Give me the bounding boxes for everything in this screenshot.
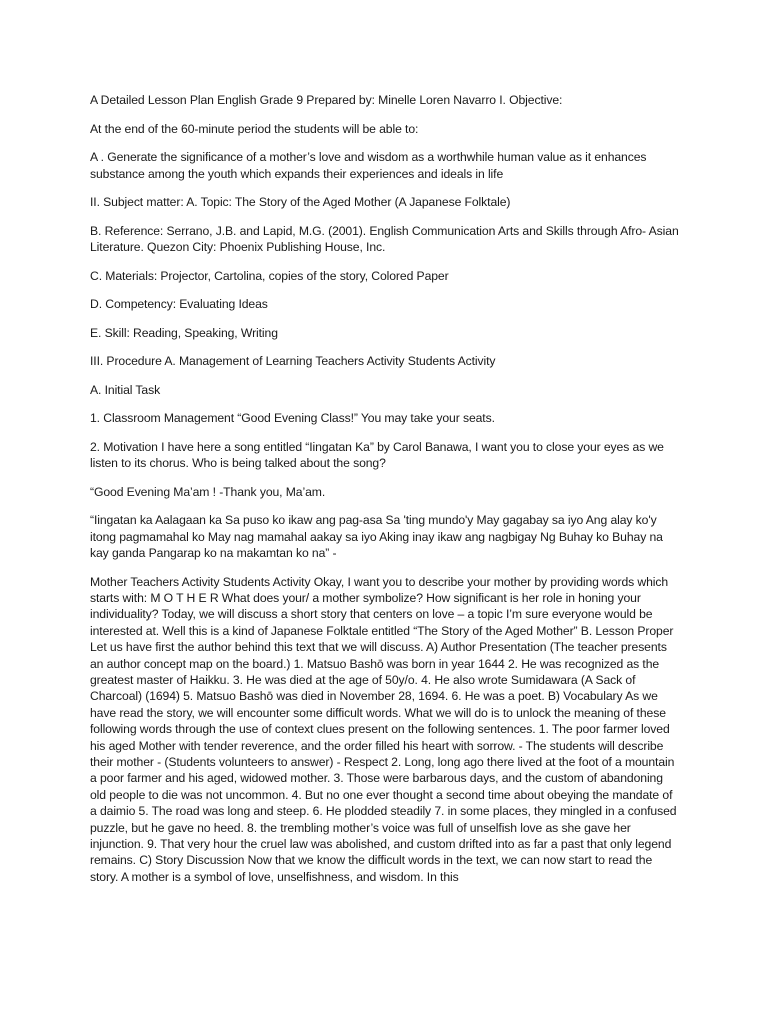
- motivation: 2. Motivation I have here a song entitled “Iingatan Ka” by Carol Banawa, I want you to close your eyes as we listen to its chorus. Who is being talked about the song?: [90, 439, 664, 470]
- student-greeting: “Good Evening Ma’am ! -Thank you, Ma’am.: [90, 484, 326, 499]
- competency: D. Competency: Evaluating Ideas: [90, 297, 268, 311]
- document-heading: A Detailed Lesson Plan English Grade 9 Prepared by: Minelle Loren Navarro I. Objective:: [90, 93, 563, 107]
- objective-a: A . Generate the significance of a mother’s love and wisdom as a worthwhile human value as it enhances substance among the youth which expands their experiences and ideals in life: [90, 150, 647, 181]
- song-lyrics: “Iingatan ka Aalagaan ka Sa puso ko ikaw ang pag-asa Sa 'ting mundo'y May gagabay sa iyo Ang alay ko'y itong pagmamahal ko May nag mamahal aakay sa iyo Aking inay ikaw ang nagbigay Ng Buhay ko Buhay na kay ganda Pangarap ko na makamtan ko na” -: [90, 513, 663, 560]
- classroom-management: 1. Classroom Management “Good Evening Class!” You may take your seats.: [90, 411, 495, 425]
- materials: C. Materials: Projector, Cartolina, copies of the story, Colored Paper: [90, 268, 449, 283]
- lesson-body-text: Mother Teachers Activity Students Activity Okay, I want you to describe your mother by providing words which starts with: M O T H E R What does your/ a mother symbolize? How significant is her role in honing your individuality? Today, we will discuss a short story that centers on love – a topic I’m sure everyone would be interested at. Well this is a kind of Japanese Folktale entitled “The Story of the Aged Mother” B. Lesson Proper Let us have first the author behind this text that we will discuss. A) Author Presentation (The teacher presents an author concept map on the board.) 1. Matsuo Bashō was born in year 1644 2. He was recognized as the greatest master of Haikku. 3. He was died at the age of 50y/o. 4. He also wrote Sumidawara (A Sack of Charcoal) (1694) 5. Matsuo Bashō was died in November 28, 1694. 6. He was a poet. B) Vocabulary As we have read the story, we will encounter some difficult words. What we will do is to unlock the meaning of these following words through the use of context clues present on the following sentences. 1. The poor farmer loved his aged Mother with tender reverence, and the order filled his heart with sorrow. - The students will describe their mother - (Students volunteers to answer) - Respect 2. Long, long ago there lived at the foot of a mountain a poor farmer and his aged, widowed mother. 3. Those were barbarous days, and the custom of abandoning old people to die was not uncommon. 4. But no one ever thought a second time about obeying the mandate of a daimio 5. The road was long and steep. 6. He plodded steadily 7. in some places, they mingled in a confused puzzle, but he gave no heed. 8. the trembling mother’s voice was full of unselfish love as she gave her injunction. 9. That very hour the cruel law was abolished, and custom drifted into as far a past that only legend remains. C) Story Discussion Now that we know the difficult words in the text, we can now start to read the story. A mother is a symbol of love, unselfishness, and wisdom. In this: [90, 574, 677, 884]
- objective-intro: At the end of the 60-minute period the students will be able to:: [90, 121, 419, 136]
- skill: E. Skill: Reading, Speaking, Writing: [90, 325, 278, 340]
- reference: B. Reference: Serrano, J.B. and Lapid, M.G. (2001). English Communication Arts and Skills through Afro- Asian Literature. Quezon City: Phoenix Publishing House, Inc.: [90, 223, 679, 254]
- initial-task: A. Initial Task: [90, 382, 161, 397]
- subject-matter-topic: II. Subject matter: A. Topic: The Story of the Aged Mother (A Japanese Folktale): [90, 195, 511, 209]
- document-page: [90, 92, 680, 885]
- procedure-heading: III. Procedure A. Management of Learning Teachers Activity Students Activity: [90, 354, 496, 368]
